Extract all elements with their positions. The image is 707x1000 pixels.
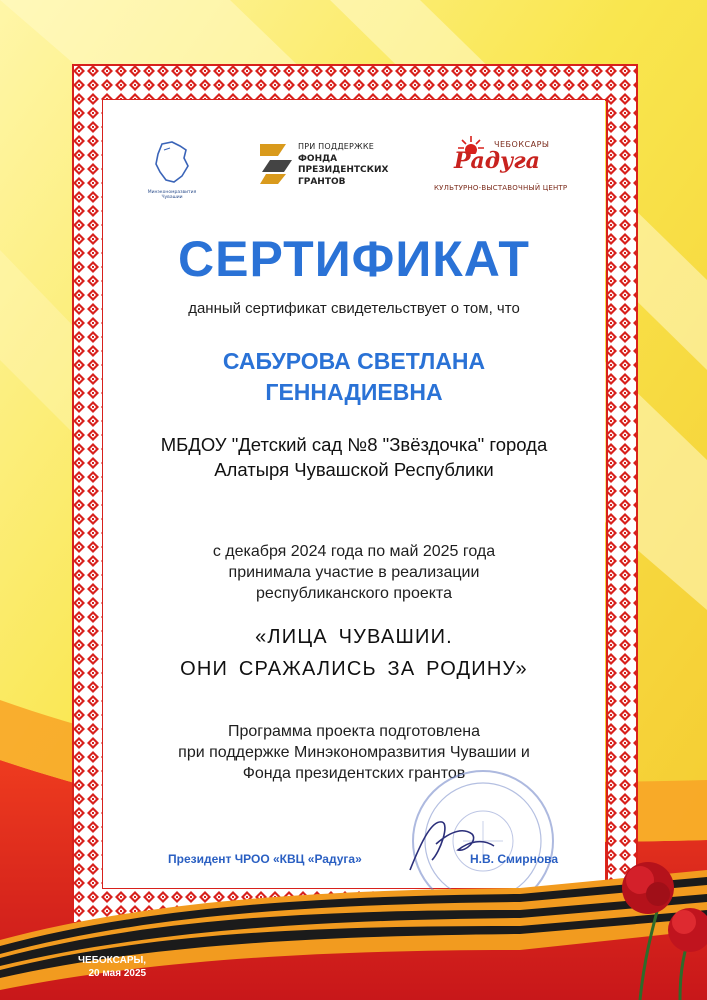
project-title-line1: «ЛИЦА ЧУВАШИИ. <box>255 626 453 648</box>
issue-place-date <box>78 954 146 980</box>
recipient-name-line2: ГЕННАДИЕВНА <box>265 379 443 405</box>
program-line2: при поддержке Минэкономразвития Чувашии и <box>178 744 530 761</box>
ministry-caption: Минэкономразвития Чувашии <box>147 190 197 201</box>
program-line1: Программа проекта подготовлена <box>227 723 481 740</box>
organization-line2: Алатыря Чувашской Республики <box>214 459 494 480</box>
red-carnations-image <box>600 840 707 1000</box>
signatory-name: Н.В. Смирнова <box>470 852 559 866</box>
recipient-name-line1: САБУРОВА СВЕТЛАНА <box>222 348 486 374</box>
certificate-title: СЕРТИФИКАТ <box>178 231 530 287</box>
chuvashia-map-icon <box>142 136 202 190</box>
grants-fund-logo <box>256 132 416 202</box>
grants-fund-name <box>298 154 418 188</box>
raduga-name: Радуга <box>454 148 540 174</box>
raduga-logo <box>432 132 582 202</box>
period-line1: с декабря 2024 года по май 2025 года <box>212 543 496 560</box>
project-title-line2: ОНИ СРАЖАЛИСЬ ЗА РОДИНУ» <box>180 658 528 680</box>
raduga-caption: КУЛЬТУРНО-ВЫСТАВОЧНЫЙ ЦЕНТР <box>434 184 568 192</box>
organization-line1: МБДОУ "Детский сад №8 "Звёздочка" города <box>160 434 548 455</box>
grants-name-line3: ГРАНТОВ <box>298 176 346 187</box>
recipient-organization <box>103 432 605 482</box>
participation-period <box>103 541 605 604</box>
program-line3: Фонда президентских грантов <box>242 765 466 782</box>
ministry-logo <box>142 136 202 206</box>
raduga-city-label: ЧЕБОКСАРЫ <box>494 140 550 149</box>
recipient-name <box>103 346 605 408</box>
certificate-subtitle: данный сертификат свидетельствует о том, что <box>188 300 520 317</box>
grants-fund-emblem-icon <box>256 138 296 188</box>
period-line2: принимала участие в реализации <box>228 564 480 581</box>
grants-support-label: ПРИ ПОДДЕРЖКЕ <box>298 142 375 151</box>
period-line3: республиканского проекта <box>256 585 452 602</box>
issue-date: 20 мая 2025 <box>88 968 147 979</box>
grants-name-line1: ФОНДА <box>298 154 338 164</box>
project-title <box>103 621 605 685</box>
signatory-position: Президент ЧРОО «КВЦ «Радуга» <box>168 852 362 866</box>
grants-name-line2: ПРЕЗИДЕНТСКИХ <box>298 165 389 176</box>
issue-city: ЧЕБОКСАРЫ, <box>78 955 147 966</box>
